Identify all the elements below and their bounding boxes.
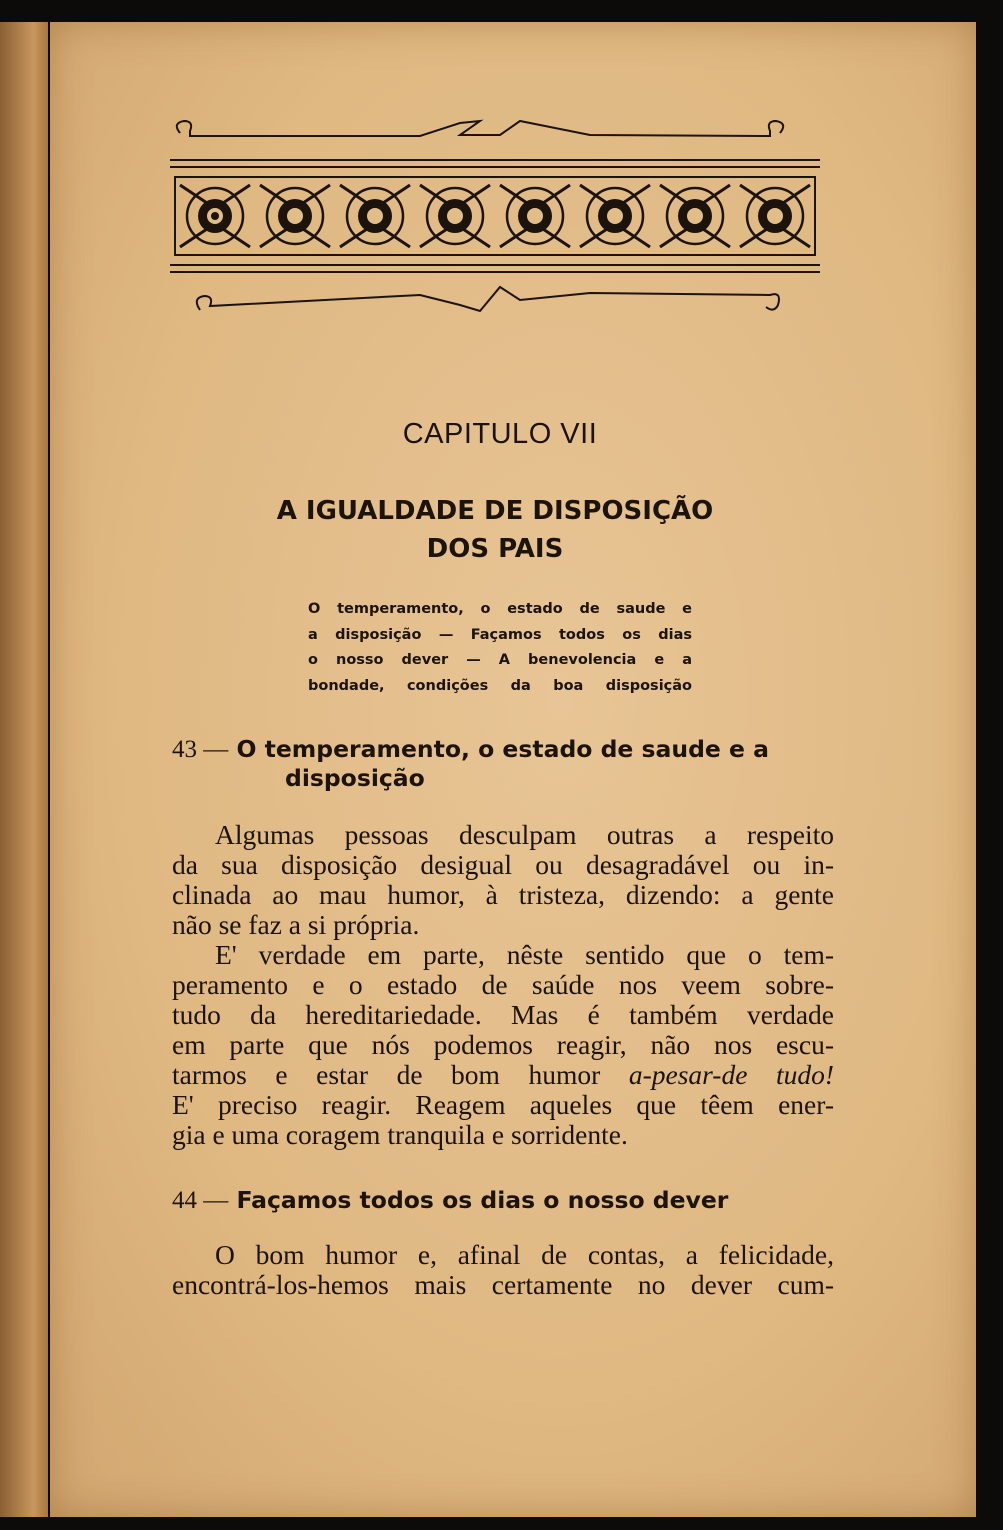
text-line: não se faz a si própria. xyxy=(172,909,420,940)
section-title: O temperamento, o estado de saude e a xyxy=(236,735,770,763)
chapter-summary xyxy=(308,597,692,699)
paragraph-43 xyxy=(172,820,834,1150)
section-title: Façamos todos os dias o nosso dever xyxy=(236,1186,729,1214)
text-segment: tarmos e estar de bom humor xyxy=(172,1059,601,1090)
section-title-continued: disposição xyxy=(285,764,425,792)
chapter-number: CAPITULO VII xyxy=(402,418,598,450)
text-line: Algumas pessoas desculpam outras a respeito xyxy=(215,819,834,850)
text-line xyxy=(172,1060,834,1090)
paragraph-44 xyxy=(172,1240,834,1300)
text-line: em parte que nós podemos reagir, não nos escu- xyxy=(172,1029,834,1060)
text-line: peramento e o estado de saúde nos veem sobre- xyxy=(172,969,834,1000)
section-44-heading xyxy=(172,1186,852,1215)
section-number: 44 — xyxy=(172,1187,229,1214)
section-number: 43 — xyxy=(172,736,229,763)
text-line: gia e uma coragem tranquila e sorridente. xyxy=(172,1119,628,1150)
section-43-heading xyxy=(172,735,852,793)
summary-line: O temperamento, o estado de saude e xyxy=(308,601,692,617)
chapter-ornament-icon xyxy=(170,115,820,320)
chapter-title-line: A IGUALDADE DE DISPOSIÇÃO xyxy=(276,496,714,526)
text-line: E' preciso reagir. Reagem aqueles que têem ener- xyxy=(172,1089,834,1120)
chapter-title xyxy=(215,492,775,568)
text-line: clinada ao mau humor, à tristeza, dizendo: a gente xyxy=(172,879,834,910)
previous-page-edge xyxy=(0,22,48,1517)
chapter-title-line: DOS PAIS xyxy=(426,534,564,564)
italic-phrase: a-pesar-de tudo! xyxy=(628,1059,835,1090)
text-line: E' verdade em parte, nêste sentido que o tem- xyxy=(215,939,834,970)
text-line: tudo da hereditariedade. Mas é também verdade xyxy=(172,999,834,1030)
summary-line: a disposição — Façamos todos os dias xyxy=(308,626,692,643)
text-line: da sua disposição desigual ou desagradável ou in- xyxy=(172,849,834,880)
summary-line: bondade, condições da boa disposição xyxy=(308,677,692,694)
text-line: O bom humor e, afinal de contas, a felicidade, xyxy=(215,1239,834,1270)
text-line: encontrá-los-hemos mais certamente no dever cum- xyxy=(172,1269,834,1300)
summary-line: o nosso dever — A benevolencia e a xyxy=(308,652,692,668)
